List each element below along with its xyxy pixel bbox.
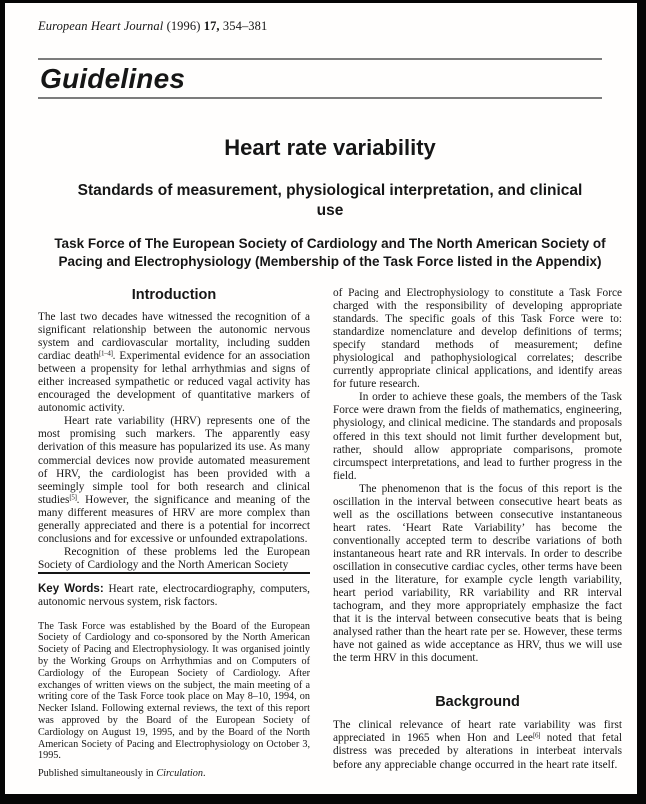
keywords-text: Heart rate, electrocardiography, computers, autonomic nervous system, risk factors. [38,582,310,609]
page-content [5,3,637,780]
paragraph: In order to achieve these goals, the members of the Task Force were drawn from the fields of mathematics, engineering, physiology, and clinical medicine. The standards and proposals offered in this text should not limit further development but, rather, should allow appropriate comparisons, promote circumspect interpretations, and lead to further progress in the field. [333,391,622,482]
right-column [333,287,622,780]
introduction-paragraphs [38,311,310,572]
introduction-continued-paragraphs [333,287,622,665]
task-force-footnote: The Task Force was established by the Board of the European Society of Cardiology and co-sponsored by the North American Society of Pacing and Electrophysiology. It was organised jointly by the Working Groups on Arrhythmias and on Computers of Cardiology of the European Society of Cardiology. After exchanges of written views on the subject, the main meeting of a writing core of the Task Force took place on May 8–10, 1994, on Necker Island. Following external reviews, the text of this report was approved by the Board of the European Society of Cardiology on August 19, 1995, and by the Board of the North American Society of Pacing and Electrophysiology on October 3, 1995. [38,620,310,762]
paragraph: of Pacing and Electrophysiology to constitute a Task Force charged with the responsibility of developing appropriate standards. The specific goals of this Task Force were to: standardize nomenclature and develop definitions of terms; specify standard methods of measurement; define physiological and pathophysiological correlates; describe currently appropriate clinical applications, and identify areas for future research. [333,287,622,391]
article-subtitle: Standards of measurement, physiological interpretation, and clinical use [77,182,583,219]
paragraph: Recognition of these problems led the European Society of Cardiology and the North American Society [38,545,310,571]
background-paragraphs [333,719,622,771]
article-title: Heart rate variability [224,135,436,160]
article-authors: Task Force of The European Society of Cardiology and The North American Society of Pacing and Electrophysiology (Membership of the Task Force listed in the Appendix) [54,236,606,269]
paragraph: The clinical relevance of heart rate variability was first appreciated in 1965 when Hon and Lee[6] noted that fetal distress was preceded by alterations in interbeat intervals before any appreciable change occurred in the heart rate itself. [333,719,622,771]
keywords-divider [38,572,310,574]
banner-rule-bottom [38,97,602,99]
banner-title: Guidelines [40,63,186,94]
section-heading-introduction: Introduction [131,287,217,303]
journal-citation: European Heart Journal (1996) 17, 354–381 [38,19,268,33]
two-column-body [38,287,622,780]
section-banner [38,58,602,99]
journal-page [5,3,637,794]
keywords-label: Key Words: [38,582,104,595]
paragraph: Heart rate variability (HRV) represents one of the most promising such markers. The apparently easy derivation of this measure has popularized its use. As many commercial devices now provide automated measurement of HRV, the cardiologist has been provided with a seemingly simple tool for both research and clinical studies[5]. However, the significance and meaning of the many different measures of HRV are more complex than generally appreciated and there is a potential for incorrect conclusions and for excessive or unfounded extrapolations. [38,415,310,545]
paragraph: The phenomenon that is the focus of this report is the oscillation in the interval between consecutive heart beats as well as the oscillations between consecutive instantaneous heart rates. ‘Heart Rate Variability’ has become the conventionally accepted term to describe variations of both instantaneous heart rate and RR intervals. In order to describe oscillation in consecutive cardiac cycles, other terms have been used in the literature, for example cycle length variability, heart period variability, RR variability and RR interval tachogram, and they more appropriately emphasize the fact that it is the interval between consecutive beats that is being analysed rather than the heart rate per se. However, these terms have not gained as wide acceptance as HRV, thus we will use the term HRV in this document. [333,482,622,665]
footnote-block [38,572,310,780]
left-column [38,287,310,780]
paragraph: The last two decades have witnessed the recognition of a significant relationship between the autonomic nervous system and cardiovascular mortality, including sudden cardiac death[1–4]. Experimental evidence for an association between a propensity for lethal arrhythmias and signs of either increased sympathetic or reduced vagal activity has encouraged the development of quantitative markers of autonomic activity. [38,311,310,415]
section-heading-background: Background [435,694,520,711]
published-note: Published simultaneously in Circulation. [38,768,206,780]
keywords [38,583,310,610]
